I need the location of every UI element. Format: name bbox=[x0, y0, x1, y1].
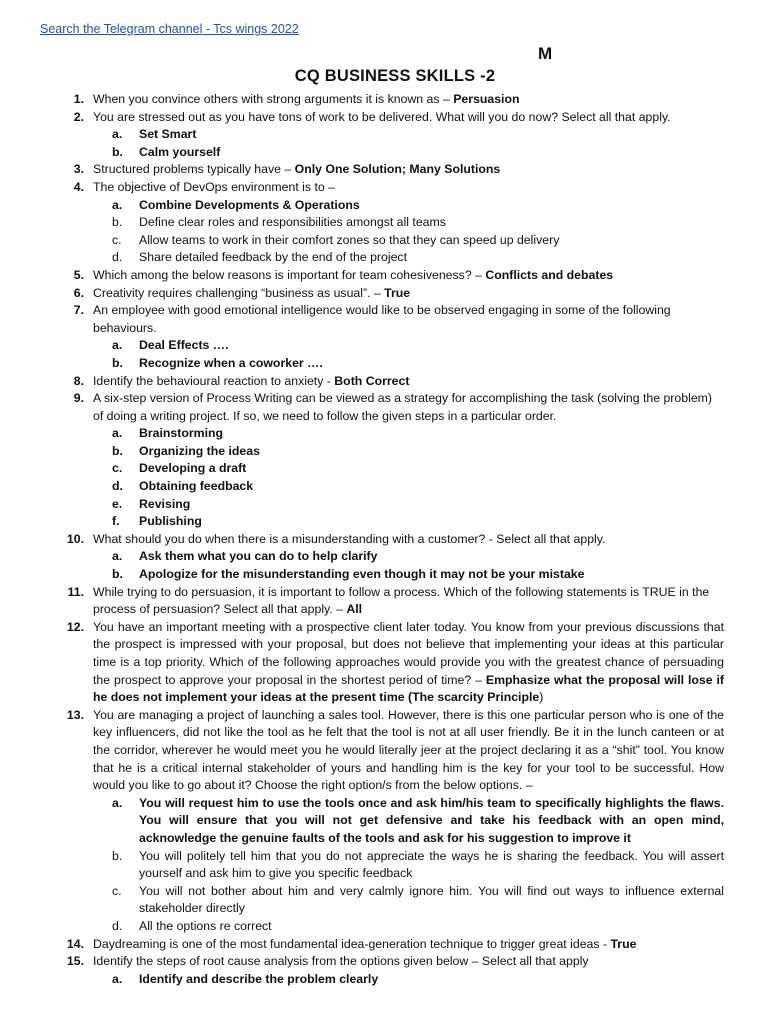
question-text: While trying to do persuasion, it is important to follow a process. Which of the following statements is TRUE in the process of persuasion? Select all that apply. – bbox=[93, 584, 710, 617]
option: d. Obtaining feedback bbox=[112, 479, 254, 494]
question-text: You have an important meeting with a prospective client later today. You know from your previous discussions that the prospect is impressed with your proposal, but does not believe that implementing your ideas at this particular time is a top priority. Which of the following approaches would provide you with the greatest chance of persuading the prospect to approve your proposal in the shortest period of time? – bbox=[93, 619, 724, 687]
option: a. Identify and describe the problem clearly bbox=[112, 971, 379, 986]
option: d. All the options re correct bbox=[112, 918, 272, 933]
question-4: 4. The objective of DevOps environment is to – bbox=[73, 179, 335, 194]
page-title: CQ BUSINESS SKILLS -2 bbox=[294, 67, 496, 85]
question-text: Identify the steps of root cause analysis from the options given below – Select all that apply bbox=[93, 954, 589, 969]
question-6: 6. Creativity requires challenging “business as usual”. – True bbox=[73, 285, 411, 300]
option: a. Combine Developments & Operations bbox=[112, 197, 360, 212]
question-14: 14. Daydreaming is one of the most fundamental idea-generation technique to trigger great ideas - True bbox=[66, 936, 637, 951]
question-text: Which among the below reasons is important for team cohesiveness? – bbox=[93, 267, 486, 282]
option: d. Share detailed feedback by the end of the project bbox=[112, 250, 407, 265]
question-11: 11. While trying to do persuasion, it is important to follow a process. Which of the following statements is TRUE in the process of persuasion? Select all that apply. – All bbox=[67, 584, 710, 617]
question-10: 10. What should you do when there is a misunderstanding with a customer? - Select all that apply. bbox=[66, 531, 606, 546]
telegram-channel-link[interactable]: Search the Telegram channel - Tcs wings 2022 bbox=[40, 22, 299, 36]
option: f. Publishing bbox=[112, 514, 202, 529]
option: c. Developing a draft bbox=[112, 461, 247, 476]
answer: Emphasize what the proposal will lose if he does not implement your ideas at the present time (The scarcity Principle bbox=[93, 672, 724, 705]
answer: All bbox=[346, 602, 363, 617]
question-text: Creativity requires challenging “business as usual”. – bbox=[93, 285, 385, 300]
option: c. Allow teams to work in their comfort zones so that they can speed up delivery bbox=[112, 232, 560, 247]
option: a. You will request him to use the tools once and ask him/his team to specifically highlights the flaws. You will ensure that you will not get defensive and take his feedback with an open mind, acknowledge the genuine faults of the tools and ask for his suggestion to improve it bbox=[112, 795, 724, 845]
question-7: 7. An employee with good emotional intelligence would like to be observed engaging in some of the following behaviours. bbox=[73, 303, 671, 335]
options-q4 bbox=[0, 197, 768, 267]
answer: Both Correct bbox=[334, 373, 410, 388]
corner-mark: M bbox=[538, 44, 553, 63]
option: c. You will not bother about him and very calmly ignore him. You will find out ways to influence external stakeholder directly bbox=[112, 883, 724, 916]
question-3: 3. Structured problems typically have – Only One Solution; Many Solutions bbox=[73, 162, 501, 177]
question-text: You are managing a project of launching a sales tool. However, there is this one particular person who is one of the key influencers, did not like the tool as he felt that the tool is not at all user friendly. Be it in the lunch canteen or at the corridor, wherever he would meet you he would literally jeer at the project declaring it as a “shit” tool. You know that he is a critical internal stakeholder of yours and handling him is the key for your tool to be successful. How would you like to go about it? Choose the right option/s from the below options. – bbox=[93, 707, 724, 793]
answer-tail: ) bbox=[539, 690, 544, 705]
answer: Persuasion bbox=[453, 92, 520, 106]
question-1: 1. When you convince others with strong arguments it is known as – Persuasion bbox=[73, 92, 520, 106]
option: b. Organizing the ideas bbox=[112, 443, 260, 458]
option: b. Calm yourself bbox=[112, 144, 221, 159]
option: e. Revising bbox=[112, 496, 191, 511]
answer: Only One Solution; Many Solutions bbox=[294, 162, 501, 177]
answer: Conflicts and debates bbox=[485, 267, 614, 282]
option: a. Ask them what you can do to help clarify bbox=[112, 549, 378, 564]
options-q2 bbox=[0, 126, 768, 161]
question-2: 2. You are stressed out as you have tons of work to be delivered. What will you do now? Select all that apply. bbox=[73, 109, 671, 124]
question-text: Daydreaming is one of the most fundamental idea-generation technique to trigger great ideas - bbox=[93, 936, 611, 951]
question-list bbox=[0, 91, 768, 988]
question-text: When you convince others with strong arguments it is known as – bbox=[93, 92, 454, 106]
option: b. You will politely tell him that you do not appreciate the ways he is sharing the feedback. You will assert yourself and ask him to give you specific feedback bbox=[112, 848, 724, 881]
question-13: 13. You are managing a project of launching a sales tool. However, there is this one particular person who is one of the key influencers, did not like the tool as he felt that the tool is not at all user friendly. Be it in the lunch canteen or at the corridor, wherever he would meet you he would literally jeer at the project declaring it as a “shit” tool. You know that he is a critical internal stakeholder of yours and handling him is the key for your tool to be successful. How would you like to go about it? Choose the right option/s from the below options. – bbox=[66, 707, 724, 793]
question-9: 9. A six-step version of Process Writing can be viewed as a strategy for accomplishing the task (solving the problem) of doing a writing project. If so, we need to follow the given steps in a particular order. bbox=[73, 391, 712, 423]
option: b. Define clear roles and responsibilities amongst all teams bbox=[112, 215, 446, 230]
options-q13 bbox=[0, 795, 768, 936]
question-text: An employee with good emotional intelligence would like to be observed engaging in some of the following behaviours. bbox=[93, 303, 671, 335]
options-q15 bbox=[0, 971, 768, 989]
question-text: Identify the behavioural reaction to anxiety - bbox=[93, 373, 335, 388]
question-5: 5. Which among the below reasons is important for team cohesiveness? – Conflicts and debates bbox=[73, 267, 614, 282]
question-text: The objective of DevOps environment is to – bbox=[93, 179, 335, 194]
question-text: Structured problems typically have – bbox=[93, 162, 295, 177]
answer: True bbox=[384, 285, 411, 300]
question-8: 8. Identify the behavioural reaction to anxiety - Both Correct bbox=[73, 373, 410, 388]
option: a. Set Smart bbox=[112, 127, 197, 142]
option: b. Apologize for the misunderstanding even though it may not be your mistake bbox=[112, 567, 585, 582]
option: a. Deal Effects …. bbox=[112, 338, 229, 353]
option: a. Brainstorming bbox=[112, 426, 224, 441]
options-q10 bbox=[0, 548, 768, 583]
question-text: What should you do when there is a misunderstanding with a customer? - Select all that apply. bbox=[93, 531, 606, 546]
question-12: 12. You have an important meeting with a prospective client later today. You know from your previous discussions that the prospect is impressed with your proposal, but does not believe that implementing your ideas at this particular time is a top priority. Which of the following approaches would provide you with the greatest chance of persuading the prospect to approve your proposal in the shortest period of time? – Emphasize what the proposal will lose if he does not implement your ideas at the present time (The scarcity Principle) bbox=[66, 619, 724, 705]
question-15: 15. Identify the steps of root cause analysis from the options given below – Select all that apply bbox=[66, 954, 589, 969]
question-text: A six-step version of Process Writing can be viewed as a strategy for accomplishing the task (solving the problem) of doing a writing project. If so, we need to follow the given steps in a particular order. bbox=[93, 391, 712, 423]
options-q9 bbox=[0, 425, 768, 531]
question-text: You are stressed out as you have tons of work to be delivered. What will you do now? Select all that apply. bbox=[93, 109, 671, 124]
options-q7 bbox=[0, 337, 768, 372]
answer: True bbox=[610, 936, 637, 951]
option: b. Recognize when a coworker …. bbox=[112, 355, 323, 370]
